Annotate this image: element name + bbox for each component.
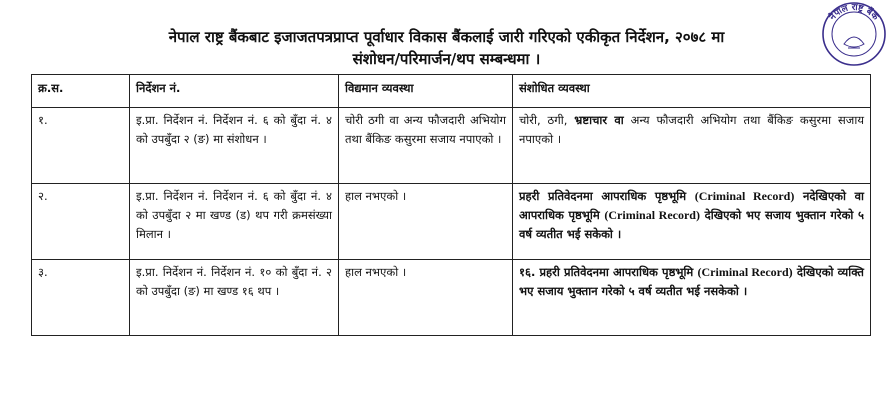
col-header-directive: निर्देशन नं. [130, 75, 339, 108]
cell-sn: २. [32, 184, 130, 260]
cell-existing: हाल नभएको । [339, 184, 513, 260]
cell-directive: इ.प्रा. निर्देशन नं. निर्देशन नं. ६ को बुँदा नं. ४ को उपबुँदा २ (ङ) मा संशोधन । [130, 108, 339, 184]
col-header-amended: संशोधित व्यवस्था [513, 75, 871, 108]
table-row [32, 184, 871, 260]
table-row [32, 260, 871, 336]
amended-text: देखिएको भए सजाय भुक्तान गरेको ५ वर्ष व्यतीत भई सकेको । [519, 208, 864, 241]
col-header-sn: क्र.स. [32, 75, 130, 108]
svg-text:नेपाल राष्ट्र बैंक: नेपाल राष्ट्र बैंक [827, 2, 881, 23]
title-line-2: संशोधन/परिमार्जन/थप सम्बन्धमा । [352, 50, 541, 68]
cell-sn: १. [32, 108, 130, 184]
cell-sn: ३. [32, 260, 130, 336]
amended-text: १६. प्रहरी प्रतिवेदनमा आपराधिक पृष्ठभूमि [519, 265, 698, 279]
criminal-record-term: (Criminal Record) [604, 208, 700, 222]
cell-directive: इ.प्रा. निर्देशन नं. निर्देशन नं. ६ को बुँदा नं. ४ को उपबुँदा २ मा खण्ड (ड) थप गरी क्रमसंख्या मिलान । [130, 184, 339, 260]
cell-directive: इ.प्रा. निर्देशन नं. निर्देशन नं. १० को बुँदा नं. २ को उपबुँदा (ङ) मा खण्ड १६ थप । [130, 260, 339, 336]
amended-text: चोरी, ठगी, [519, 113, 575, 127]
amended-text: अन्य फौजदारी अभियोग तथा बैंकिङ कसुरमा सजाय नपाएको । [519, 113, 864, 146]
criminal-record-term: (Criminal Record) [694, 189, 795, 203]
amended-text: प्रहरी प्रतिवेदनमा आपराधिक पृष्ठभूमि [519, 189, 695, 203]
table-header-row [32, 75, 871, 108]
amended-text: देखिएको व्यक्ति भए सजाय भुक्तान गरेको ५ वर्ष व्यतीत भई नसकेको । [519, 265, 864, 298]
criminal-record-term: (Criminal Record) [697, 265, 793, 279]
cell-amended [513, 184, 871, 260]
nepal-rastra-bank-seal [818, 0, 890, 66]
amended-highlight: भ्रष्टाचार वा [574, 113, 624, 127]
cell-amended [513, 260, 871, 336]
cell-amended [513, 108, 871, 184]
cell-existing: चोरी ठगी वा अन्य फौजदारी अभियोग तथा बैंकिङ कसुरमा सजाय नपाएको । [339, 108, 513, 184]
amendment-table [31, 74, 871, 336]
cell-existing: हाल नभएको । [339, 260, 513, 336]
table-row [32, 108, 871, 184]
title-line-1: नेपाल राष्ट्र बैंकबाट इजाजतपत्रप्राप्त पूर्वाधार विकास बैंकलाई जारी गरिएको एकीकृत निर्देशन, २०७८ मा [168, 28, 725, 46]
amended-text: नदेखिएको वा आपराधिक पृष्ठभूमि [519, 189, 864, 222]
document-title [0, 26, 893, 70]
col-header-existing: विद्यमान व्यवस्था [339, 75, 513, 108]
